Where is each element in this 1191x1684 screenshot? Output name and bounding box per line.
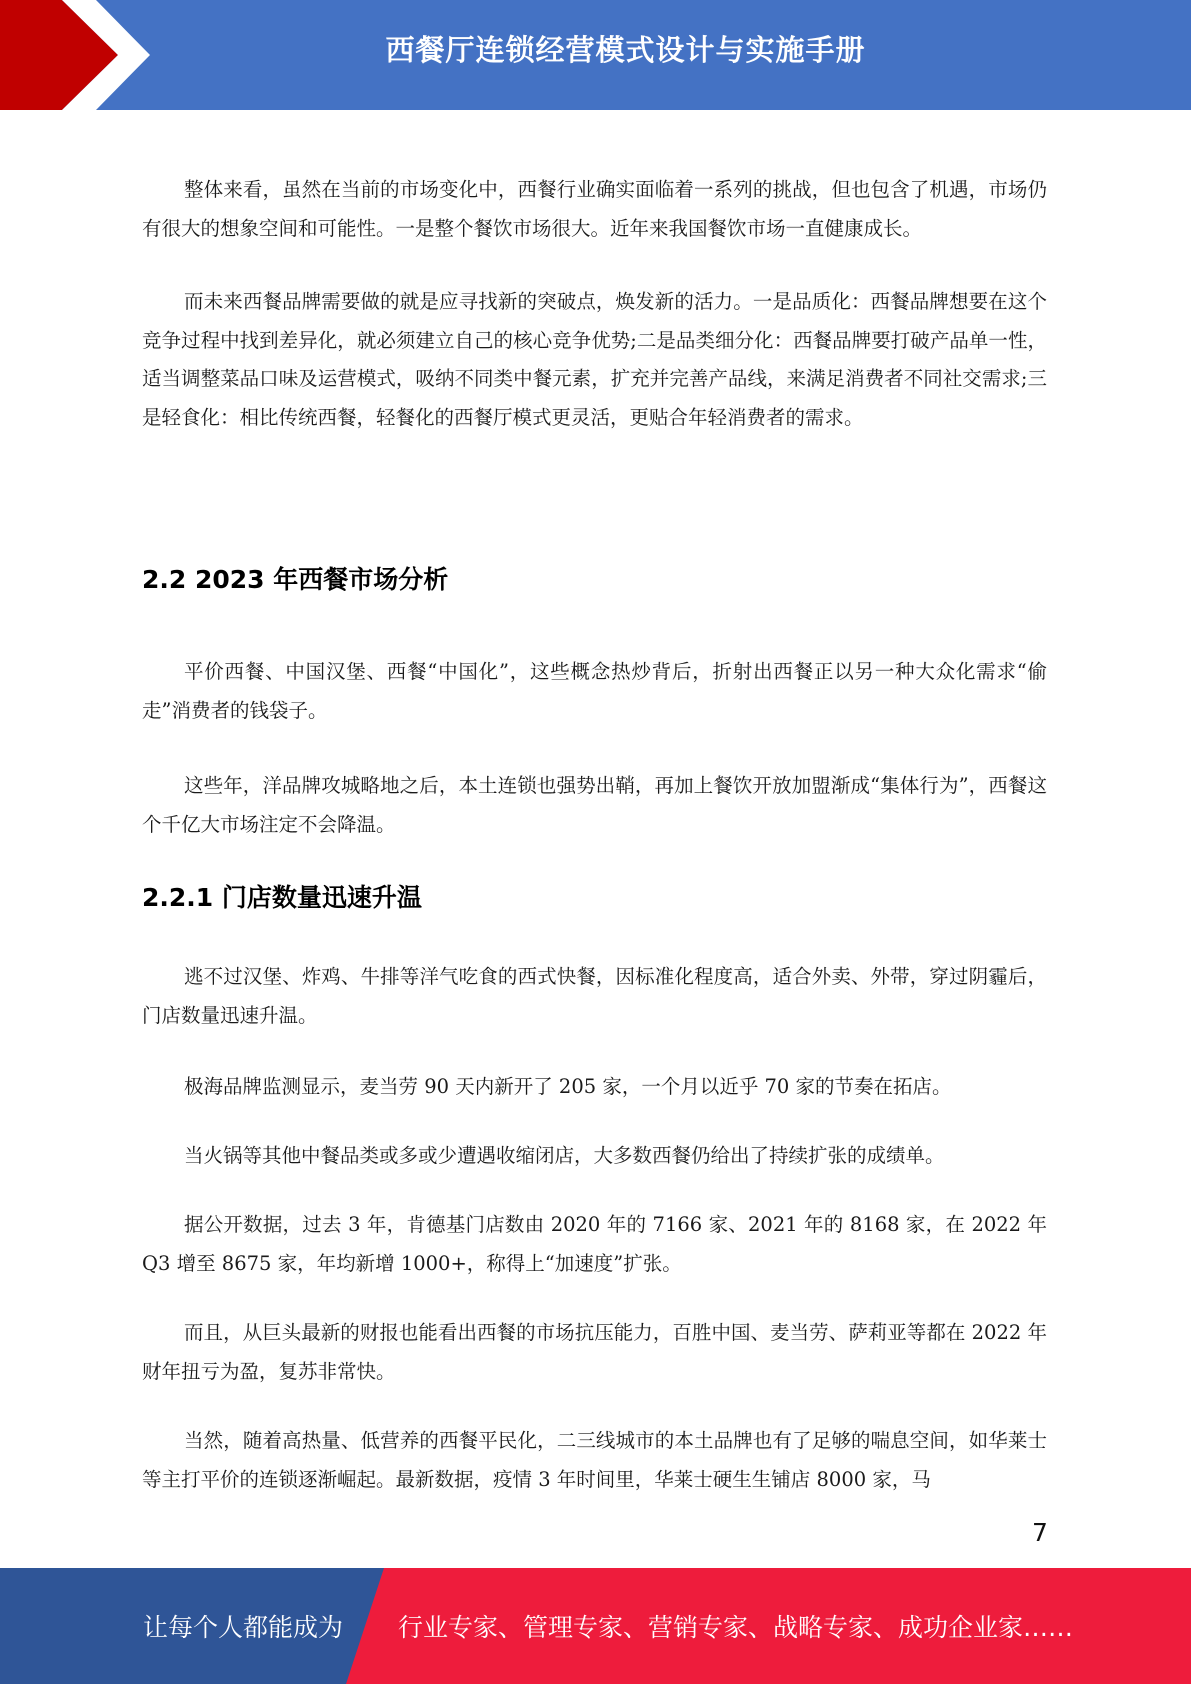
paragraph-4: 这些年，洋品牌攻城略地之后，本土连锁也强势出鞘，再加上餐饮开放加盟渐成“集体行为”，西餐这个千亿大市场注定不会降温。 xyxy=(142,774,1047,836)
page-number: 7 xyxy=(1032,1518,1048,1547)
section-heading-2-2: 2.2 2023 年西餐市场分析 xyxy=(142,565,449,594)
footer-slogan-right: 行业专家、管理专家、营销专家、战略专家、成功企业家…… xyxy=(398,1613,1074,1642)
section-heading-2-2-1: 2.2.1 门店数量迅速升温 xyxy=(142,883,422,912)
paragraph-3: 平价西餐、中国汉堡、西餐“中国化”，这些概念热炒背后，折射出西餐正以另一种大众化需求“偷走”消费者的钱袋子。 xyxy=(142,660,1047,722)
paragraph-2: 而未来西餐品牌需要做的就是应寻找新的突破点，焕发新的活力。一是品质化：西餐品牌想要在这个竞争过程中找到差异化，就必须建立自己的核心竞争优势;二是品类细分化：西餐品牌要打破产品单一性，适当调整菜品口味及运营模式，吸纳不同类中餐元素，扩充并完善产品线，来满足消费者不同社交需求;三是轻食化：相比传统西餐，轻餐化的西餐厅模式更灵活，更贴合年轻消费者的需求。 xyxy=(142,290,1047,429)
document-title: 西餐厅连锁经营模式设计与实施手册 xyxy=(385,33,866,67)
footer-banner xyxy=(0,1568,1191,1684)
header-banner xyxy=(0,0,1191,110)
paragraph-1: 整体来看，虽然在当前的市场变化中，西餐行业确实面临着一系列的挑战，但也包含了机遇，市场仍有很大的想象空间和可能性。一是整个餐饮市场很大。近年来我国餐饮市场一直健康成长。 xyxy=(142,178,1047,240)
paragraph-8: 据公开数据，过去 3 年，肯德基门店数由 2020 年的 7166 家、2021 年的 8168 家，在 2022 年 Q3 增至 8675 家，年均新增 1000+，称得上“加速度”扩张。 xyxy=(142,1213,1047,1275)
paragraph-5: 逃不过汉堡、炸鸡、牛排等洋气吃食的西式快餐，因标准化程度高，适合外卖、外带，穿过阴霾后，门店数量迅速升温。 xyxy=(142,965,1047,1027)
footer-slogan-left: 让每个人都能成为 xyxy=(143,1613,344,1642)
paragraph-10: 当然，随着高热量、低营养的西餐平民化，二三线城市的本土品牌也有了足够的喘息空间，如华莱士等主打平价的连锁逐渐崛起。最新数据，疫情 3 年时间里，华莱士硬生生铺店 8000 家，马 xyxy=(142,1429,1047,1491)
paragraph-6: 极海品牌监测显示，麦当劳 90 天内新开了 205 家，一个月以近乎 70 家的节奏在拓店。 xyxy=(184,1075,952,1098)
paragraph-7: 当火锅等其他中餐品类或多或少遭遇收缩闭店，大多数西餐仍给出了持续扩张的成绩单。 xyxy=(184,1144,945,1167)
paragraph-9: 而且，从巨头最新的财报也能看出西餐的市场抗压能力，百胜中国、麦当劳、萨莉亚等都在 2022 年财年扭亏为盈，复苏非常快。 xyxy=(142,1321,1047,1383)
